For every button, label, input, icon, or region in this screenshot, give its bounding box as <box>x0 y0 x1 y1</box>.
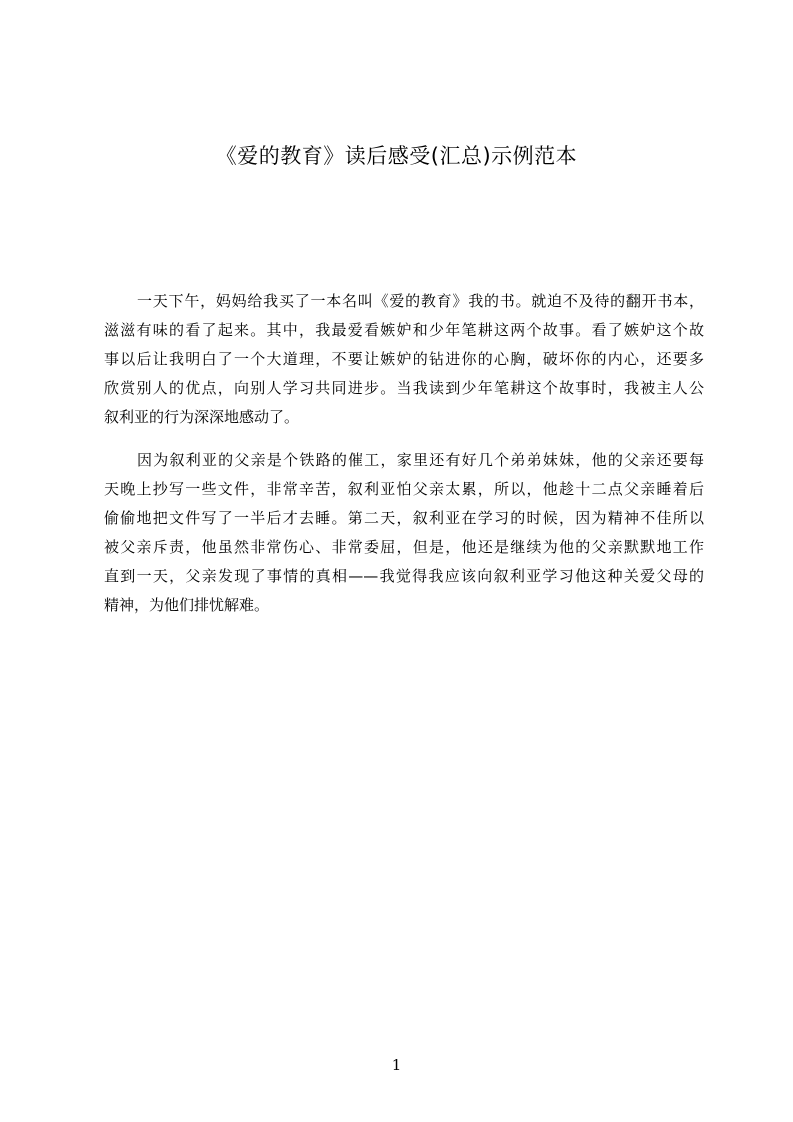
paragraph-line: 一天下午，妈妈给我买了一本名叫《爱的教育》我的书。就迫不及待的翻开书本， <box>137 292 704 310</box>
paragraph-1 <box>104 287 704 432</box>
paragraph-line: 天晚上抄写一些文件，非常辛苦，叙利亚怕父亲太累，所以，他趁十二点父亲睡着后 <box>104 480 704 498</box>
paragraph-line: 被父亲斥责，他虽然非常伤心、非常委屈，但是，他还是继续为他的父亲默默地工作 <box>104 538 704 556</box>
paragraph-line: 滋滋有味的看了起来。其中，我最爱看嫉妒和少年笔耕这两个故事。看了嫉妒这个故 <box>104 321 704 339</box>
document-title: 《爱的教育》读后感受(汇总)示例范本 <box>215 144 578 168</box>
paragraph-line: 精神，为他们排忧解难。 <box>104 596 270 614</box>
paragraph-line: 欣赏别人的优点，向别人学习共同进步。当我读到少年笔耕这个故事时，我被主人公 <box>104 379 704 397</box>
paragraph-line: 事以后让我明白了一个大道理，不要让嫉妒的钻进你的心胸，破坏你的内心，还要多 <box>104 350 704 368</box>
paragraph-line: 因为叙利亚的父亲是个铁路的催工，家里还有好几个弟弟妹妹，他的父亲还要每 <box>137 451 704 469</box>
paragraph-line: 直到一天，父亲发现了事情的真相——我觉得我应该向叙利亚学习他这种关爱父母的 <box>104 567 704 585</box>
page-number: 1 <box>391 1056 402 1074</box>
paragraph-line: 偷偷地把文件写了一半后才去睡。第二天，叙利亚在学习的时候，因为精神不佳所以 <box>104 509 704 527</box>
paragraph-2 <box>104 446 704 620</box>
paragraph-line: 叙利亚的行为深深地感动了。 <box>104 408 300 426</box>
